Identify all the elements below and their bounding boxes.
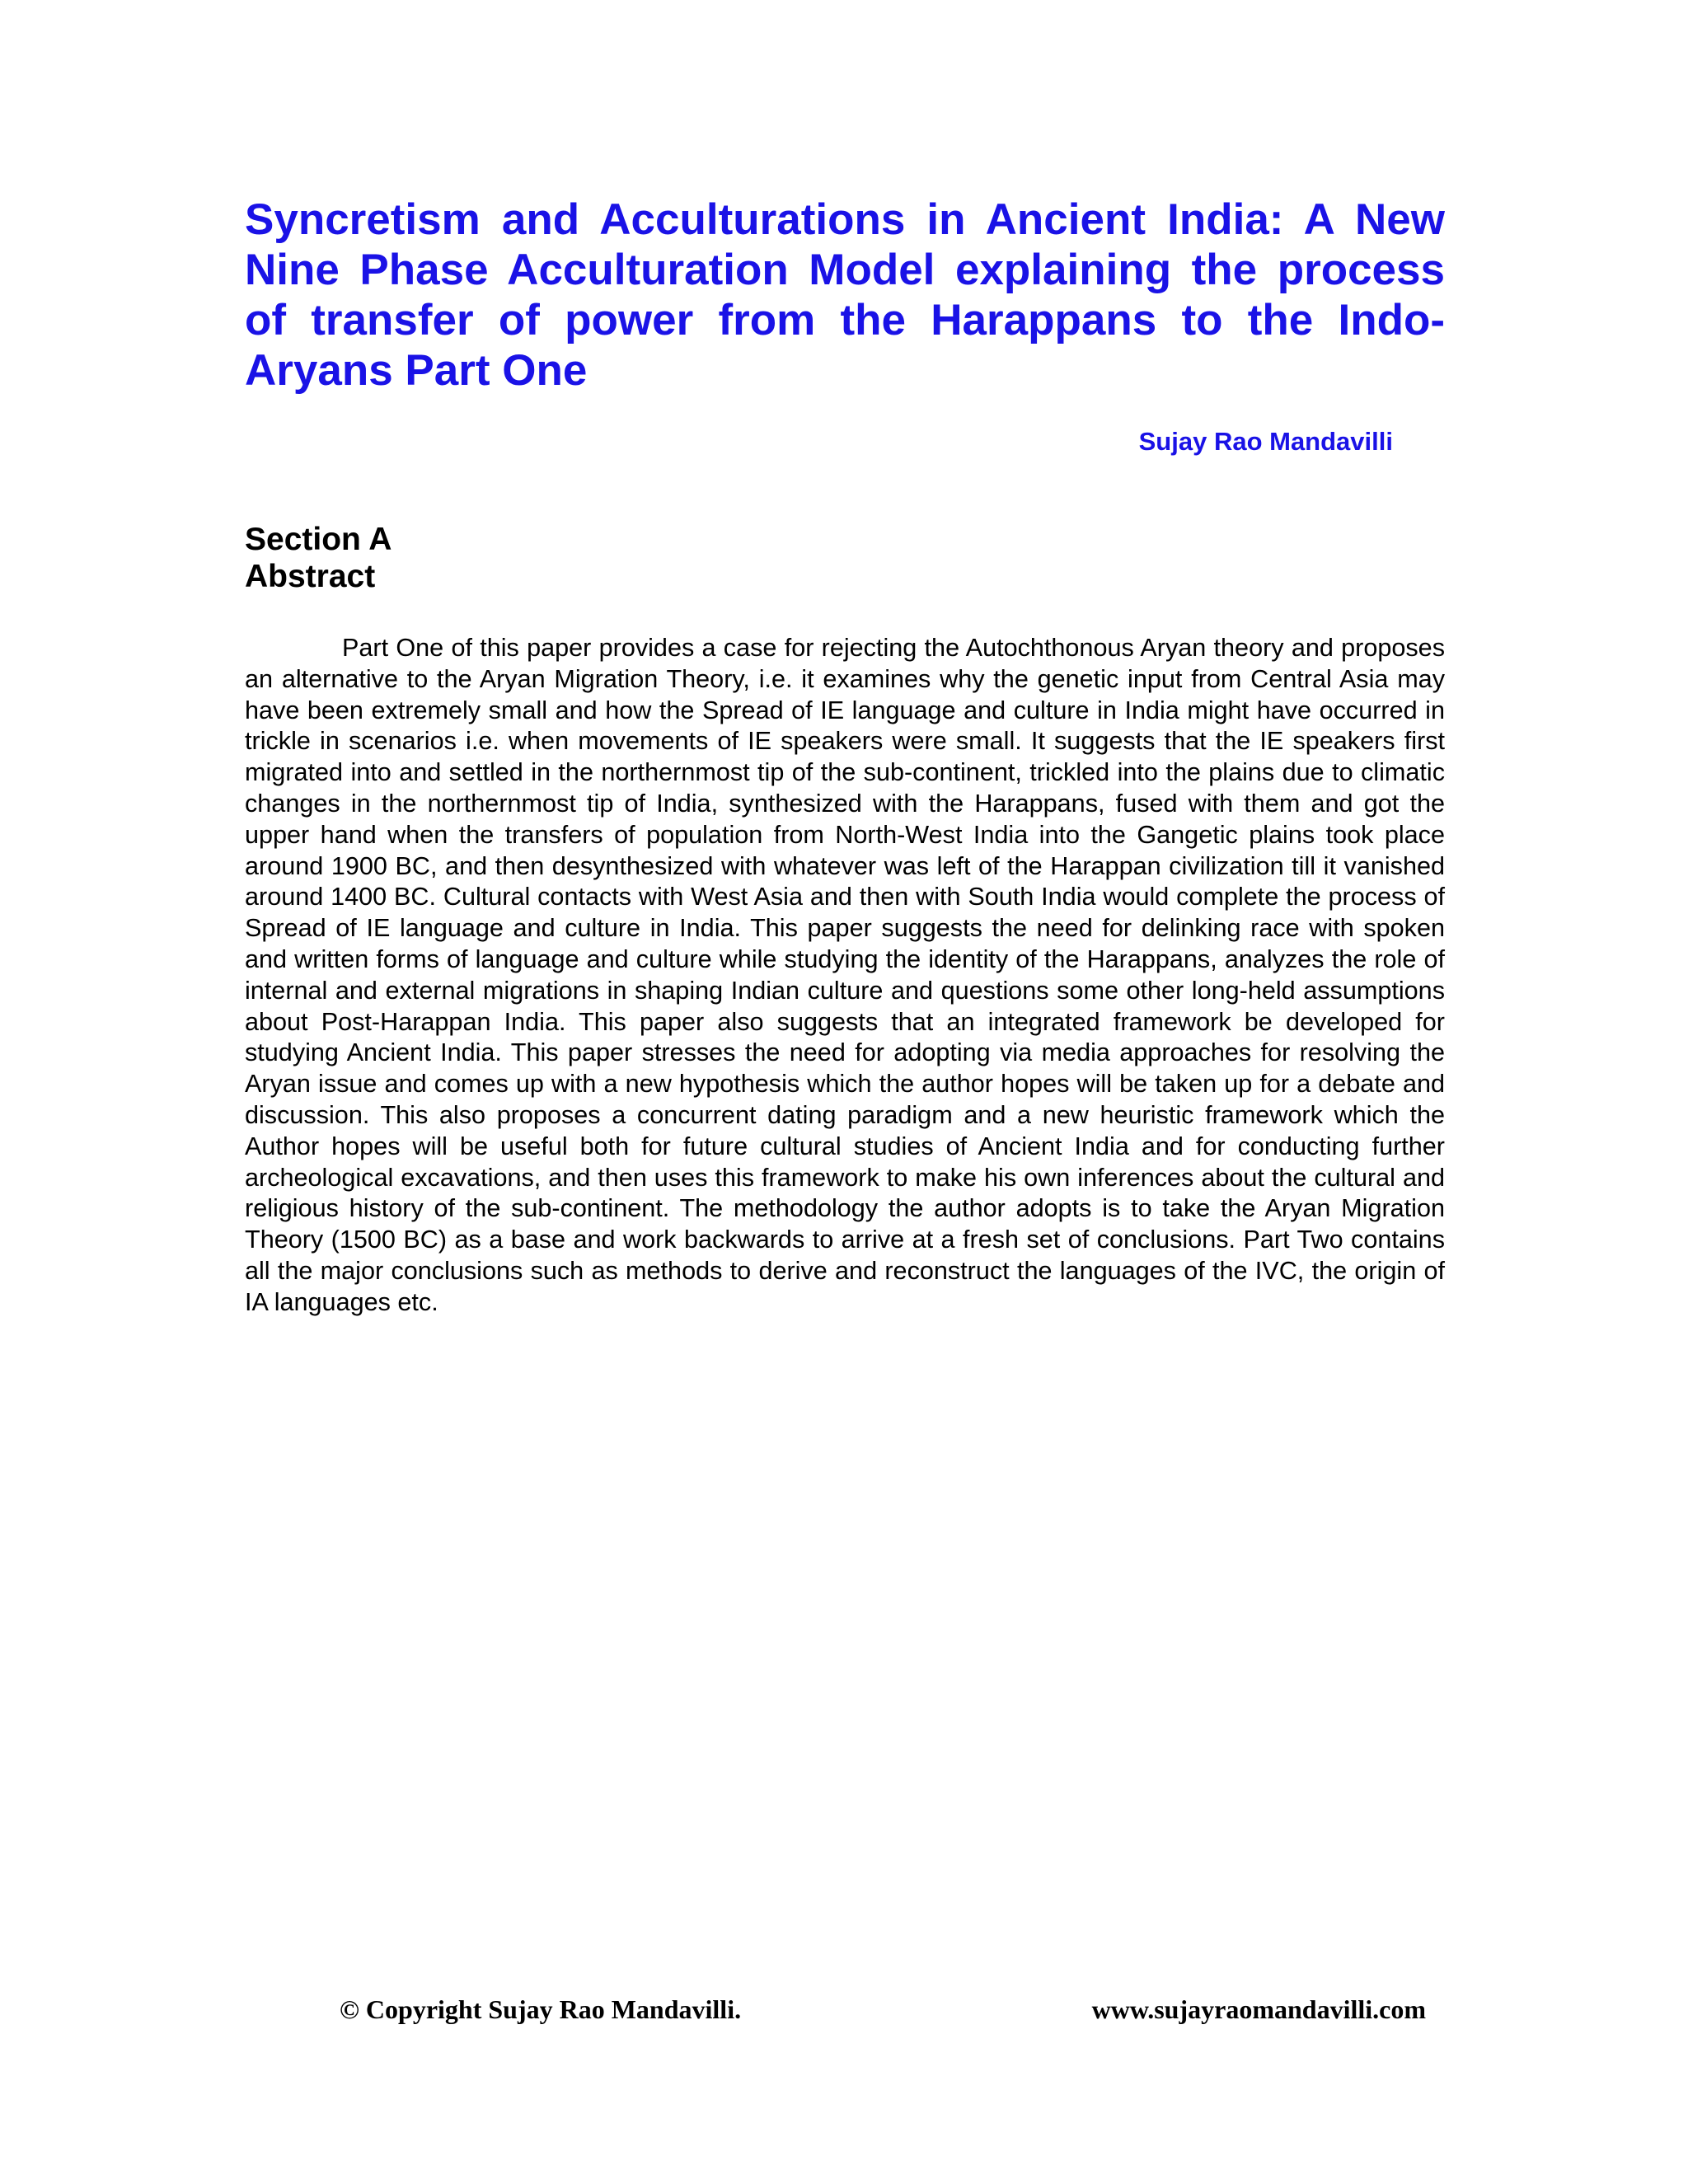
author-name: Sujay Rao Mandavilli <box>1138 427 1393 456</box>
paper-title: Syncretism and Acculturations in Ancient India: A New Nine Phase Acculturation Model explaining the process of transfer of power from the Harappans to the Indo-Aryans Part One <box>245 195 1445 395</box>
abstract-body: Part One of this paper provides a case for rejecting the Autochthonous Aryan theory and proposes an alternative to the Aryan Migration Theory, i.e. it examines why the genetic input from Central Asia may have been extremely small and how the Spread of IE language and culture in India might have occurred in trickle in scenarios i.e. when movements of IE speakers were small. It suggests that the IE speakers first migrated into and settled in the northernmost tip of the sub-continent, trickled into the plains due to climatic changes in the northernmost tip of India, synthesized with the Harappans, fused with them and got the upper hand when the transfers of population from North-West India into the Gangetic plains took place around 1900 BC, and then desynthesized with whatever was left of the Harappan civilization till it vanished around 1400 BC. Cultural contacts with West Asia and then with South India would complete the process of Spread of IE language and culture in India. This paper suggests the need for delinking race with spoken and written forms of language and culture while studying the identity of the Harappans, analyzes the role of internal and external migrations in shaping Indian culture and questions some other long-held assumptions about Post-Harappan India. This paper also suggests that an integrated framework be developed for studying Ancient India. This paper stresses the need for adopting via media approaches for resolving the Aryan issue and comes up with a new hypothesis which the author hopes will be taken up for a debate and discussion. This also proposes a concurrent dating paradigm and a new heuristic framework which the Author hopes will be useful both for future cultural studies of Ancient India and for conducting further archeological excavations, and then uses this framework to make his own inferences about the cultural and religious history of the sub-continent. The methodology the author adopts is to take the Aryan Migration Theory (1500 BC) as a base and work backwards to arrive at a fresh set of conclusions. Part Two contains all the major conclusions such as methods to derive and reconstruct the languages of the IVC, the origin of IA languages etc. <box>245 634 1445 1316</box>
footer-website: www.sujayraomandavilli.com <box>1091 1994 1426 2024</box>
footer-copyright: © Copyright Sujay Rao Mandavilli. <box>340 1994 742 2024</box>
section-label: Section A <box>245 522 392 557</box>
abstract-heading: Abstract <box>245 559 376 594</box>
